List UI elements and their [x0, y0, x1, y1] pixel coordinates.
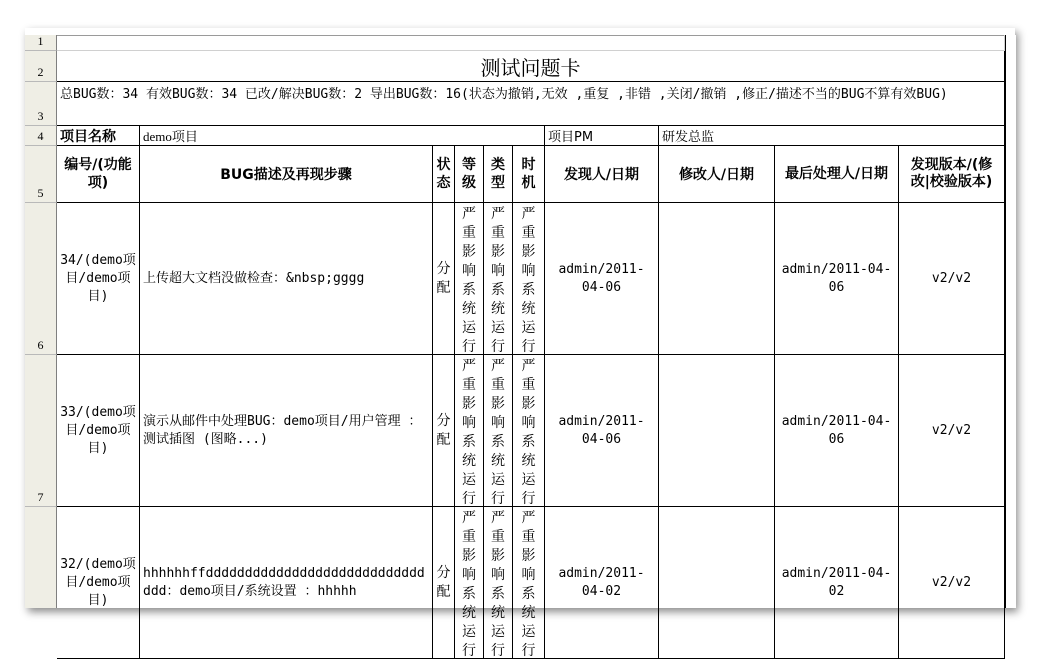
bug-version[interactable]: v2/v2 — [899, 203, 1005, 355]
bug-id[interactable]: 34/(demo项目/demo项目) — [57, 203, 140, 355]
row-header-8[interactable] — [25, 507, 57, 608]
row-1-empty[interactable] — [57, 35, 1005, 51]
row-header-6[interactable]: 6 — [25, 203, 57, 355]
project-pm-value[interactable]: 研发总监 — [659, 126, 1005, 146]
project-name-label[interactable]: 项目名称 — [57, 126, 140, 146]
bug-last-handler[interactable]: admin/2011-04-06 — [775, 355, 899, 507]
row-header-5[interactable]: 5 — [25, 146, 57, 203]
next-column-edge[interactable] — [1005, 35, 1016, 608]
project-name-value[interactable]: demo项目 — [140, 126, 545, 146]
header-last-handler[interactable]: 最后处理人/日期 — [775, 146, 899, 203]
row-header-7[interactable]: 7 — [25, 355, 57, 507]
header-id[interactable]: 编号/(功能项) — [57, 146, 140, 203]
row-header-4[interactable]: 4 — [25, 126, 57, 146]
bug-timing[interactable]: 严重影响系统运行 — [513, 355, 545, 507]
header-finder[interactable]: 发现人/日期 — [545, 146, 659, 203]
row-header-2[interactable]: 2 — [25, 51, 57, 82]
bug-id[interactable]: 32/(demo项目/demo项目) — [57, 507, 140, 659]
header-description[interactable]: BUG描述及再现步骤 — [140, 146, 433, 203]
bug-description[interactable]: 上传超大文档没做检查：&nbsp;gggg — [140, 203, 433, 355]
spreadsheet-view — [25, 28, 1015, 659]
bug-modifier[interactable] — [659, 355, 775, 507]
project-pm-label[interactable]: 项目PM — [545, 126, 659, 146]
bug-status[interactable]: 分配 — [433, 355, 455, 507]
header-modifier[interactable]: 修改人/日期 — [659, 146, 775, 203]
bug-level[interactable]: 严重影响系统运行 — [455, 203, 484, 355]
bug-id[interactable]: 33/(demo项目/demo项目) — [57, 355, 140, 507]
bug-version[interactable]: v2/v2 — [899, 355, 1005, 507]
bug-modifier[interactable] — [659, 203, 775, 355]
row-header-3[interactable]: 3 — [25, 82, 57, 126]
bug-timing[interactable]: 严重影响系统运行 — [513, 203, 545, 355]
bug-modifier[interactable] — [659, 507, 775, 659]
bug-level[interactable]: 严重影响系统运行 — [455, 507, 484, 659]
row-header-1[interactable]: 1 — [25, 35, 57, 51]
bug-status[interactable]: 分配 — [433, 507, 455, 659]
bug-description[interactable]: hhhhhhffddddddddddddddddddddddddddddddd：demo项目/系统设置 ：hhhhh — [140, 507, 433, 659]
header-version[interactable]: 发现版本/(修改|校验版本) — [899, 146, 1005, 203]
header-timing[interactable]: 时机 — [513, 146, 545, 203]
bug-finder[interactable]: admin/2011-04-06 — [545, 203, 659, 355]
bug-description[interactable]: 演示从邮件中处理BUG：demo项目/用户管理 ：测试插图 (图略...) — [140, 355, 433, 507]
bug-finder[interactable]: admin/2011-04-02 — [545, 507, 659, 659]
bug-status[interactable]: 分配 — [433, 203, 455, 355]
bug-summary[interactable]: 总BUG数：34 有效BUG数：34 已改/解决BUG数：2 导出BUG数：16(状态为撤销,无效 ,重复 ,非错 ,关闭/撤销 ,修正/描述不当的BUG不算有效BUG) — [57, 82, 1005, 126]
bug-level[interactable]: 严重影响系统运行 — [455, 355, 484, 507]
bug-last-handler[interactable]: admin/2011-04-02 — [775, 507, 899, 659]
bug-finder[interactable]: admin/2011-04-06 — [545, 355, 659, 507]
header-level[interactable]: 等级 — [455, 146, 484, 203]
bug-timing[interactable]: 严重影响系统运行 — [513, 507, 545, 659]
bug-type[interactable]: 严重影响系统运行 — [484, 355, 513, 507]
bug-version[interactable]: v2/v2 — [899, 507, 1005, 659]
bug-type[interactable]: 严重影响系统运行 — [484, 507, 513, 659]
bug-last-handler[interactable]: admin/2011-04-06 — [775, 203, 899, 355]
header-type[interactable]: 类型 — [484, 146, 513, 203]
bug-type[interactable]: 严重影响系统运行 — [484, 203, 513, 355]
sheet-title[interactable]: 测试问题卡 — [57, 51, 1005, 82]
header-status[interactable]: 状态 — [433, 146, 455, 203]
